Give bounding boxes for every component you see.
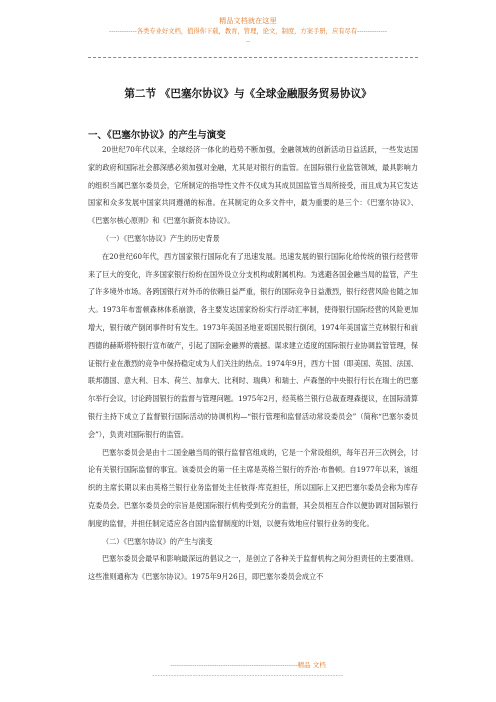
section-heading: 一、《巴塞尔协议》的产生与演变 xyxy=(88,130,226,141)
body-text xyxy=(88,141,418,586)
header-rule xyxy=(88,57,418,58)
paragraph: 20世纪70年代以来，全球经济一体化的趋势不断加强，金融领域的创新活动日益活跃，一些发达国家的政府和国际社会都深感必须加强对金融，尤其是对银行的监管。在国际银行业监管领域，最具影响力的组织当属巴塞尔委员会，它所制定的指导性文件不仅成为其成员国监管当局所接受，而且成为其它发达国家和众多发展中国家共同遵循的标准。在其制定的众多文件中，最为重要的是三个：《巴塞尔协议》、《巴塞尔核心原则》和《巴塞尔新资本协议》。 xyxy=(88,145,418,226)
page-header xyxy=(0,16,496,46)
subheading: （二）《巴塞尔协议》的产生与演变 xyxy=(102,536,213,546)
header-description: -------------各类专业好文档，值得你下载，教育，管理，论文，制度，方案手册，应有尽有-------------- xyxy=(109,28,387,35)
page-footer xyxy=(0,660,496,680)
paragraph: 巴塞尔委员会最早和影响最深远的倡议之一，是创立了各种关于监督机构之间分担责任的主要准则。这些准则通称为《巴塞尔协议》。1975年9月26日，即巴塞尔委员会成立不 xyxy=(88,554,418,582)
header-tagline: 精品文档就在这里 xyxy=(219,17,277,25)
footer-line-1: ----------------------------------------------------------精品 文档 xyxy=(170,661,326,669)
paragraph: 在20世纪60年代，西方国家银行国际化有了迅速发展。迅速发展的银行国际化给传统的银行经营带来了巨大的变化，许多国家银行纷纷在国外设立分支机构或附属机构。为逃避各国金融当局的监管，产生了许多境外市场。各跨国银行对外币的依赖日益严重，银行的国际竞争日益激烈，银行经营风险也随之加大。1973年布雷顿森林体系崩溃，各主要发达国家纷纷实行浮动汇率制，使得银行国际经营的风险更加增大，银行破产倒闭事件时有发生。1973年美国圣地亚哥国民银行倒闭，1974年美国富兰克林银行和前西德的赫斯塔特银行宣布破产，引起了国际金融界的震撼。谋求建立适度的国际银行业协调监管管理，保证银行业在激烈的竞争中保持稳定成为人们关注的热点。1974年9月，西方十国（即美国、英国、法国、联邦德国、意大利、日本、荷兰、加拿大、比利时、瑞典）和瑞士、卢森堡的中央银行行长在瑞士的巴塞尔举行会议，讨论跨国银行的监督与管理问题。1975年2月，经英格兰银行总裁查理森提议，在国际清算银行主持下成立了监督银行国际活动的协调机构—“银行管理和监督活动常设委员会”（简称“巴塞尔委员会”），负责对国际银行的监管。 xyxy=(88,251,418,439)
footer-line-2: ----------------------------------------------------------------------- xyxy=(152,671,344,679)
section-title: 第二节 《巴塞尔协议》与《全球金融服务贸易协议》 xyxy=(124,88,372,100)
header-dashes: -- xyxy=(245,37,251,45)
paragraph: 巴塞尔委员会是由十二国金融当局的银行监督官组成的，它是一个常设组织，每年召开三次例会，讨论有关银行国际监督的事宜。该委员会的第一任主席是英格兰银行的乔治·布鲁顿。自1977年以来，该组织的主席长期以来由英格兰银行业务监督处主任彼得·库克担任，所以国际上又把巴塞尔委员会称为库存克委员会。巴塞尔委员会的宗旨是使国际银行机构受到充分的监督，其会员相互合作以便协调对国际银行制度的监督，并担任制定适应各自国内监督制度的计划，以便有效地应付银行业务的变化。 xyxy=(88,447,418,528)
subheading: （一）《巴塞尔协议》产生的历史背景 xyxy=(102,233,220,243)
